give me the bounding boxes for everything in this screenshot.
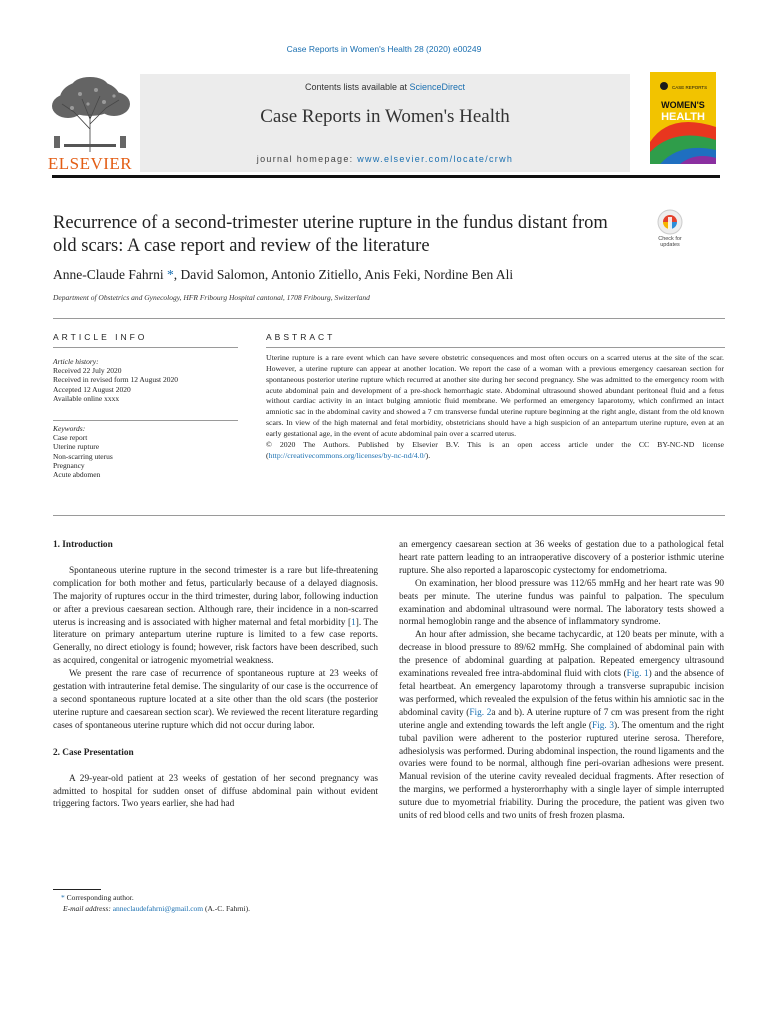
history-heading: Article history: bbox=[53, 357, 99, 366]
footnote-corresponding bbox=[53, 893, 378, 904]
elsevier-logo[interactable] bbox=[44, 74, 136, 173]
divider-info bbox=[53, 347, 238, 348]
abstract-text: Uterine rupture is a rare event which can have severe obstetric consequences and most often occurs on a scarred uterus at the site of the scar. However, a uterine rupture can appear at another location. We report the case of a woman with a previous emergency caesarean section for spontaneous posterior uterine rupture which recurred at another site during her second pregnancy. She was admitted to the emergency room with acute abdominal pain and development of a pre-shock hemorrhagic state. Abdominal ultrasound showed abundant peritoneal fluid and a fetus without cardiac activity in an intact bulging amniotic fluid membrane. We performed an emergency laparotomy, which confirmed an intact amniotic sac in the abdominal cavity and showed a 7 cm transverse fundal uterine rupture beginning at the right angle, distant from the old known scars. In view of the high maternal and fetal morbidity, obstetricians should have a high suspicion of an antepartum uterine rupture, even at an early gestational age, in the event of acute abdominal pain over a scarred uterus. bbox=[266, 353, 724, 438]
case-paragraph-3 bbox=[399, 629, 724, 823]
check-for-updates-badge[interactable] bbox=[650, 208, 690, 252]
homepage-prefix: journal homepage: bbox=[256, 154, 358, 164]
section-heading-introduction: 1. Introduction bbox=[53, 540, 113, 550]
header-rule bbox=[52, 175, 720, 178]
figure-link-2[interactable]: Fig. 2 bbox=[469, 707, 492, 718]
contents-prefix: Contents lists available at bbox=[304, 82, 410, 92]
crossmark-line1: Check for bbox=[658, 236, 682, 242]
case-paragraph-2: On examination, her blood pressure was 112/65 mmHg and her heart rate was 90 beats per minute. The uterine fundus was painful to palpation. The speculum examination and abdominal ultrasound were normal. The laboratory tests showed a normal hemoglobin range and the absence of inflammatory syndrome. bbox=[399, 578, 724, 628]
journal-citation[interactable]: Case Reports in Women's Health 28 (2020) e00249 bbox=[286, 44, 482, 54]
history-received: Received 22 July 2020 bbox=[53, 366, 122, 376]
body-left-column bbox=[53, 539, 378, 811]
intro-paragraph-1 bbox=[53, 565, 378, 668]
case-p3-text-c: a and b). A uterine rupture of 7 cm was present from the right uterine angle and extending towards the left angle ( bbox=[399, 707, 724, 731]
divider-bottom bbox=[53, 515, 725, 516]
author-rest: , David Salomon, Antonio Zitiello, Anis Feki, Nordine Ben Ali bbox=[173, 267, 514, 282]
contents-line bbox=[140, 82, 630, 92]
author-email-link[interactable]: anneclaudefahrni@gmail.com bbox=[112, 903, 204, 913]
body-right-column bbox=[399, 539, 724, 823]
keyword-item: Pregnancy bbox=[53, 460, 85, 470]
crossmark-label bbox=[650, 236, 690, 248]
keywords bbox=[53, 424, 238, 479]
author-first: Anne-Claude Fahrni bbox=[53, 267, 164, 282]
figure-link-3[interactable]: Fig. 3 bbox=[592, 720, 614, 731]
cover-subtitle: CASE REPORTS bbox=[672, 85, 708, 90]
keyword-item: Uterine rupture bbox=[53, 442, 100, 452]
license-statement bbox=[266, 440, 724, 462]
footnote bbox=[53, 893, 378, 914]
journal-name[interactable]: Case Reports in Women's Health bbox=[260, 106, 510, 127]
divider-keywords bbox=[53, 420, 238, 421]
intro-p1-text: Spontaneous uterine rupture in the second trimester is a rare but life-threatening complication for both mother and fetus, particularly because of a delayed diagnosis. The majority of ruptures occur in the third trimester, during labor, following induction or after a previous caesarean section. Although rare, their incidence in a non-scarred uterus is increasing and is associated with higher maternal and fetal morbidity [ bbox=[53, 565, 378, 628]
elsevier-tree-icon bbox=[44, 74, 136, 154]
license-prefix: © 2020 The Authors. Published by Elsevier B.V. This is an open access article under the CC BY-NC-ND license ( bbox=[266, 439, 724, 460]
case-paragraph-continued: an emergency caesarean section at 36 weeks of gestation due to a pathological fetal heart rate pattern leading to an intraoperative discovery of a posterior isthmic uterine rupture. She also reported a laparoscopic cystectomy for endometrioma. bbox=[399, 540, 724, 576]
figure-link-1[interactable]: Fig. 1 bbox=[626, 669, 649, 680]
intro-paragraph-2: We present the rare case of recurrence of spontaneous rupture at 23 weeks of gestation with intrauterine fetal demise. The singularity of our case is the occurrence of a second spontaneous rupture located at a site other than the old scars (the posterior uterine rupture and caesarean section scar). We reviewed the recent literature regarding cases of spontaneous uterine rupture which did not occur during labor. bbox=[53, 669, 378, 731]
article-info-heading: ARTICLE INFO bbox=[53, 332, 148, 342]
divider-abstract bbox=[266, 347, 725, 348]
intro-p1-text-2: ]. The literature on primary antepartum uterine rupture is limited to a few case reports. Generally, no direct etiology is found; however, risk factors have been described, such as acquired, congenital or iatrogenic myometrial weakness. bbox=[53, 617, 378, 667]
case-p3-text-b: ) and the absence of fetal heartbeat. An emergency laparotomy through a transverse suprapubic incision was performed, which revealed the expulsion of the fetus within his amniotic sac in the abdominal cavity ( bbox=[399, 669, 725, 718]
email-suffix: (A.-C. Fahrni). bbox=[203, 903, 251, 913]
journal-homepage bbox=[140, 154, 630, 164]
email-label: E-mail address: bbox=[63, 903, 113, 913]
section-heading-case-presentation: 2. Case Presentation bbox=[53, 747, 134, 758]
footnote-rule bbox=[53, 889, 101, 890]
journal-masthead bbox=[140, 74, 630, 172]
corresponding-author-marker[interactable]: * bbox=[163, 267, 174, 282]
cover-title-line1: WOMEN'S bbox=[661, 100, 705, 110]
license-link[interactable]: http://creativecommons.org/licenses/by-nc-nd/4.0/ bbox=[268, 450, 426, 460]
abstract-heading: ABSTRACT bbox=[266, 332, 336, 342]
footnote-corr-text: Corresponding author. bbox=[64, 893, 134, 902]
author-list bbox=[53, 267, 513, 283]
crossmark-line2: updates bbox=[660, 242, 680, 248]
homepage-link[interactable]: www.elsevier.com/locate/crwh bbox=[357, 154, 514, 164]
keyword-item: Case report bbox=[53, 433, 88, 443]
footnote-star[interactable]: * bbox=[61, 893, 65, 902]
history-accepted: Accepted 12 August 2020 bbox=[53, 384, 131, 394]
history-online: Available online xxxx bbox=[53, 393, 120, 403]
sciencedirect-link[interactable]: ScienceDirect bbox=[409, 82, 466, 92]
article-title: Recurrence of a second-trimester uterine rupture in the fundus distant from old scars: A case report and review of the literature bbox=[53, 213, 608, 256]
keyword-item: Acute abdomen bbox=[53, 470, 101, 480]
elsevier-wordmark: ELSEVIER bbox=[47, 154, 133, 173]
license-suffix: ). bbox=[425, 450, 431, 460]
reference-link[interactable]: 1 bbox=[351, 617, 356, 628]
case-p3-text-d: ). The omentum and the right tubal pavilion were adherent to the posterior ruptured uterine serosa. Therefore, adhesiolysis was performed. During abdominal inspection, the round ligaments and the ovaries were found to be normal, although fine peri-ovarian adhesions were present. Manual revision of the uterine cavity revealed decidual fragments. After resection of the margins, we performed a hysterorrhaphy with a single layer of simple interrupted suture due to myometrial friability. During the procedure, the patient was given two units of red blood cells and two units of fresh frozen plasma. bbox=[399, 720, 724, 822]
keywords-heading: Keywords: bbox=[53, 424, 86, 433]
journal-cover-image[interactable] bbox=[650, 72, 716, 164]
case-paragraph-1: A 29-year-old patient at 23 weeks of gestation of her second pregnancy was admitted to hospital for sudden onset of diffuse abdominal pain without evident triggering factors. Two years earlier, she had had bbox=[53, 773, 378, 810]
article-history bbox=[53, 357, 238, 403]
affiliation: Department of Obstetrics and Gynecology, HFR Fribourg Hospital cantonal, 1708 Fribourg, Switzerland bbox=[53, 293, 370, 302]
crossmark-icon bbox=[650, 208, 690, 236]
history-revised: Received in revised form 12 August 2020 bbox=[53, 375, 178, 385]
abstract-body bbox=[266, 353, 724, 461]
divider-top bbox=[53, 318, 725, 319]
cover-title-line2: HEALTH bbox=[661, 111, 705, 123]
keyword-item: Non-scarring uterus bbox=[53, 451, 113, 461]
case-p3-text-a: An hour after admission, she became tachycardic, at 120 beats per minute, with a decrease in blood pressure to 89/62 mmHg. She complained of abdominal pain with the presence of abdominal guarding at palpation. Repeated emergency ultrasound examinations revealed free intra-abdominal fluid with clots ( bbox=[399, 630, 724, 680]
footnote-email-line bbox=[53, 904, 378, 915]
